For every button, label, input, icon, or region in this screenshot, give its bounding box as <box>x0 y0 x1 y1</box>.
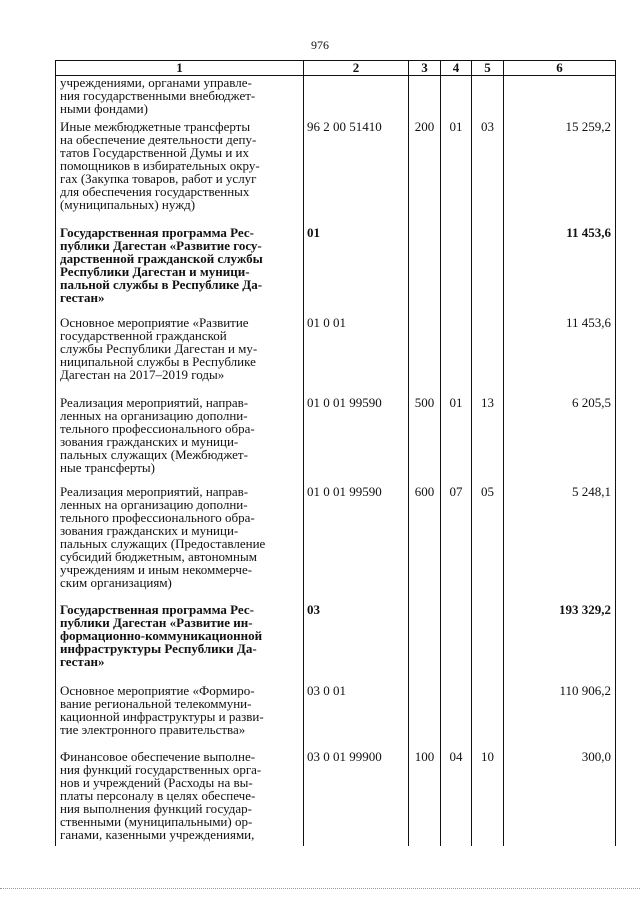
row-sum: 5 248,1 <box>504 485 616 603</box>
row-name-line: гестан» <box>60 653 105 669</box>
row-name-line: для обеспечения государственных <box>60 183 250 199</box>
row-name <box>56 76 304 120</box>
row-name-line: тельного профессионального обра- <box>60 509 255 525</box>
row-name-line: Основное мероприятие «Развитие <box>60 314 249 330</box>
row-section <box>441 684 472 750</box>
row-name <box>56 120 304 226</box>
row-name-line: учреждениям и иным некоммерче- <box>60 561 253 577</box>
row-name-line: дарственной гражданской службы <box>60 250 263 266</box>
row-name-line: гестан» <box>60 289 105 305</box>
row-name-line: тельного профессионального обра- <box>60 420 255 436</box>
row-name-line: ными фондами) <box>60 101 148 116</box>
row-name <box>56 226 304 316</box>
row-name-line: Иные межбюджетные трансферты <box>60 118 251 134</box>
row-subsection <box>472 316 504 396</box>
row-name-line: ния государственными внебюджет- <box>60 88 256 103</box>
row-name-line: пальной службы в Республике Да- <box>60 276 263 292</box>
row-code: 96 2 00 51410 <box>304 120 409 226</box>
row-sum: 11 453,6 <box>504 226 616 316</box>
row-sum: 11 453,6 <box>504 316 616 396</box>
row-name <box>56 603 304 684</box>
row-section: 04 <box>441 750 472 846</box>
row-name <box>56 396 304 485</box>
row-section: 01 <box>441 120 472 226</box>
table-row <box>56 316 616 396</box>
row-name-line: публики Дагестан «Развитие ин- <box>60 614 253 630</box>
row-code: 01 0 01 99590 <box>304 485 409 603</box>
row-name-line: учреждениями, органами управле- <box>60 75 252 90</box>
header-col-4: 4 <box>441 61 472 76</box>
header-col-3: 3 <box>409 61 441 76</box>
row-code: 03 0 01 99900 <box>304 750 409 846</box>
row-expense-type <box>409 603 441 684</box>
row-name-line: ния выполнения функций государ- <box>60 800 252 816</box>
row-name <box>56 485 304 603</box>
row-name-line: ные трансферты) <box>60 459 155 475</box>
row-name-line: тие электронного правительства» <box>60 721 246 737</box>
row-section: 01 <box>441 396 472 485</box>
row-code: 01 0 01 <box>304 316 409 396</box>
row-name-line: Финансовое обеспечение выполне- <box>60 748 256 764</box>
row-sum: 110 906,2 <box>504 684 616 750</box>
row-sum: 300,0 <box>504 750 616 846</box>
table-row <box>56 226 616 316</box>
row-name-line: татов Государственной Думы и их <box>60 144 250 160</box>
row-section <box>441 226 472 316</box>
row-name-line: пальных служащих (Межбюджет- <box>60 446 248 462</box>
row-name-line: пальных служащих (Предоставление <box>60 535 266 551</box>
row-name-line: на обеспечение деятельности депу- <box>60 131 257 147</box>
row-name-line: субсидий бюджетным, автономным <box>60 548 257 564</box>
row-name-line: Реализация мероприятий, направ- <box>60 394 249 410</box>
row-name-line: Дагестан на 2017–2019 годы» <box>60 366 225 382</box>
row-code: 01 <box>304 226 409 316</box>
row-name-line: гах (Закупка товаров, работ и услуг <box>60 170 257 186</box>
row-expense-type: 500 <box>409 396 441 485</box>
row-name-line: (муниципальных) нужд) <box>60 196 196 212</box>
row-expense-type <box>409 316 441 396</box>
row-name-line: нов и учреждений (Расходы на вы- <box>60 774 253 790</box>
row-name-line: кационной инфраструктуры и разви- <box>60 708 264 724</box>
row-expense-type <box>409 684 441 750</box>
row-name-line: помощников в избирательных окру- <box>60 157 260 173</box>
row-subsection <box>472 76 504 120</box>
row-sum <box>504 76 616 120</box>
table-header-row <box>56 61 616 76</box>
table-row <box>56 76 616 120</box>
row-name-line: инфраструктуры Республики Да- <box>60 640 257 656</box>
row-subsection <box>472 603 504 684</box>
row-name-line: Реализация мероприятий, направ- <box>60 483 249 499</box>
page-bottom-rule <box>0 888 640 889</box>
row-name-line: ленных на организацию дополни- <box>60 407 248 423</box>
row-expense-type: 100 <box>409 750 441 846</box>
row-subsection: 10 <box>472 750 504 846</box>
table-row <box>56 603 616 684</box>
row-sum: 6 205,5 <box>504 396 616 485</box>
row-name-line: ским организациям) <box>60 574 172 590</box>
header-col-1: 1 <box>56 61 304 76</box>
row-name-line: публики Дагестан «Развитие госу- <box>60 237 262 253</box>
row-name-line: ниципальной службы в Республике <box>60 353 256 369</box>
row-code: 03 <box>304 603 409 684</box>
row-sum: 193 329,2 <box>504 603 616 684</box>
row-section <box>441 603 472 684</box>
row-name-line: зования гражданских и муници- <box>60 522 239 538</box>
row-name <box>56 316 304 396</box>
page-number: 976 <box>311 38 329 52</box>
table-row <box>56 396 616 485</box>
table-row <box>56 684 616 750</box>
row-name-line: ленных на организацию дополни- <box>60 496 248 512</box>
row-expense-type: 200 <box>409 120 441 226</box>
row-name <box>56 684 304 750</box>
header-col-5: 5 <box>472 61 504 76</box>
header-col-6: 6 <box>504 61 616 76</box>
row-expense-type: 600 <box>409 485 441 603</box>
row-name-line: Государственная программа Рес- <box>60 601 254 617</box>
row-name-line: вание региональной телекоммуни- <box>60 695 252 711</box>
row-expense-type <box>409 226 441 316</box>
budget-table <box>55 60 616 846</box>
table-row <box>56 750 616 846</box>
row-name-line: формационно-коммуникационной <box>60 627 263 643</box>
row-subsection: 03 <box>472 120 504 226</box>
row-subsection <box>472 226 504 316</box>
row-name-line: службы Республики Дагестан и му- <box>60 340 258 356</box>
row-subsection <box>472 684 504 750</box>
row-name <box>56 750 304 846</box>
row-expense-type <box>409 76 441 120</box>
row-name-line: зования гражданских и муници- <box>60 433 239 449</box>
row-sum: 15 259,2 <box>504 120 616 226</box>
row-section <box>441 316 472 396</box>
row-name-line: Основное мероприятие «Формиро- <box>60 682 255 698</box>
row-code: 01 0 01 99590 <box>304 396 409 485</box>
row-subsection: 13 <box>472 396 504 485</box>
row-name-line: Республики Дагестан и муници- <box>60 263 250 279</box>
table-row <box>56 120 616 226</box>
row-name-line: платы персоналу в целях обеспече- <box>60 787 256 803</box>
row-section <box>441 76 472 120</box>
row-subsection: 05 <box>472 485 504 603</box>
row-code: 03 0 01 <box>304 684 409 750</box>
header-col-2: 2 <box>304 61 409 76</box>
row-name-line: Государственная программа Рес- <box>60 224 254 240</box>
row-name-line: государственной гражданской <box>60 327 227 343</box>
row-section: 07 <box>441 485 472 603</box>
row-name-line: ганами, казенными учреждениями, <box>60 826 255 842</box>
row-name-line: ния функций государственных орга- <box>60 761 262 777</box>
row-code <box>304 76 409 120</box>
table-row <box>56 485 616 603</box>
row-name-line: ственными (муниципальными) ор- <box>60 813 253 829</box>
